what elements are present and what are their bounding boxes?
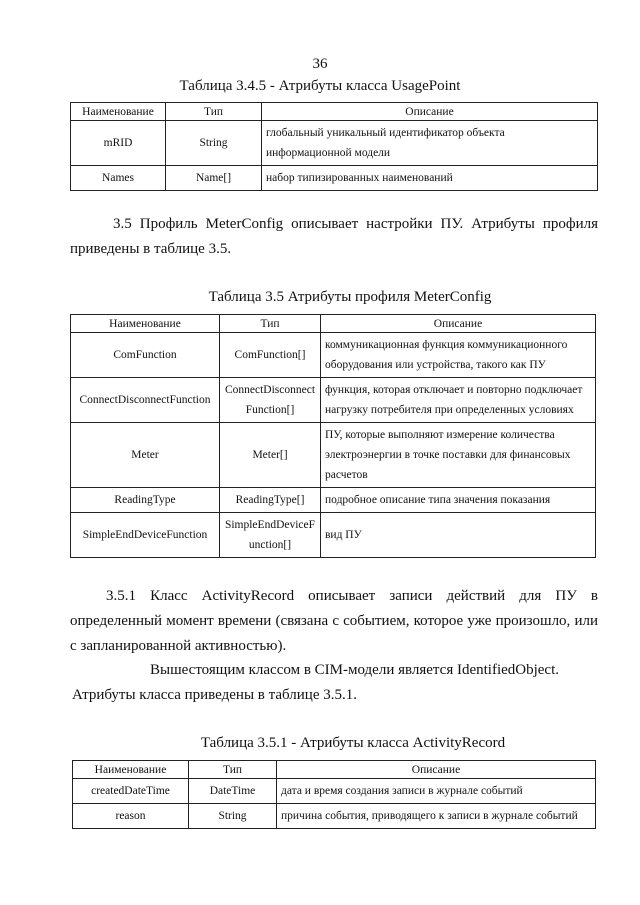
- cell-name: createdDateTime: [73, 779, 189, 804]
- cell-type: String: [166, 121, 262, 166]
- superclass-paragraph: Вышестоящим классом в CIM-модели является IdentifiedObject.: [150, 662, 560, 678]
- table1-caption: Таблица 3.4.5 - Атрибуты класса UsagePoint: [179, 78, 461, 94]
- cell-type: Name[]: [166, 166, 262, 191]
- cell-name: Meter: [71, 423, 220, 488]
- cell-name: ComFunction: [71, 333, 220, 378]
- header-type: Тип: [220, 315, 321, 333]
- cell-description: ПУ, которые выполняют измерение количества электроэнергии в точке поставки для финансовых расчетов: [321, 423, 596, 488]
- cell-type: String: [189, 804, 277, 829]
- table-row: [71, 333, 596, 378]
- table-row: [71, 121, 598, 166]
- activityrecord-paragraph: 3.5.1 Класс ActivityRecord описывает записи действий для ПУ в определенный момент времени (связана с событием, которое уже произошло, или с запланированной активностью).: [70, 588, 598, 654]
- table-row: [71, 513, 596, 558]
- header-description: Описание: [277, 761, 596, 779]
- attributes-reference-paragraph: Атрибуты класса приведены в таблице 3.5.1.: [72, 687, 357, 703]
- cell-type: Meter[]: [220, 423, 321, 488]
- usagepoint-attributes-table: [70, 102, 598, 191]
- cell-description: вид ПУ: [321, 513, 596, 558]
- table2-caption: Таблица 3.5 Атрибуты профиля MeterConfig: [208, 289, 492, 305]
- activityrecord-attributes-table: [72, 760, 596, 829]
- table-row: [71, 423, 596, 488]
- cell-description: глобальный уникальный идентификатор объекта информационной модели: [262, 121, 598, 166]
- cell-description: набор типизированных наименований: [262, 166, 598, 191]
- table-row: [73, 804, 596, 829]
- header-name: Наименование: [73, 761, 189, 779]
- table-row: [71, 378, 596, 423]
- cell-description: коммуникационная функция коммуникационного оборудования или устройства, такого как ПУ: [321, 333, 596, 378]
- page-number: 36: [312, 56, 328, 72]
- cell-type: DateTime: [189, 779, 277, 804]
- cell-name: reason: [73, 804, 189, 829]
- header-type: Тип: [166, 103, 262, 121]
- table-header-row: [71, 103, 598, 121]
- header-description: Описание: [321, 315, 596, 333]
- cell-description: подробное описание типа значения показания: [321, 488, 596, 513]
- cell-type: ComFunction[]: [220, 333, 321, 378]
- cell-name: Names: [71, 166, 166, 191]
- cell-type: ReadingType[]: [220, 488, 321, 513]
- cell-name: ConnectDisconnectFunction: [71, 378, 220, 423]
- meterconfig-paragraph: 3.5 Профиль MeterConfig описывает настройки ПУ. Атрибуты профиля приведены в таблице 3.5.: [70, 216, 598, 257]
- header-name: Наименование: [71, 315, 220, 333]
- cell-name: mRID: [71, 121, 166, 166]
- header-description: Описание: [262, 103, 598, 121]
- table-row: [73, 779, 596, 804]
- table-row: [71, 488, 596, 513]
- header-name: Наименование: [71, 103, 166, 121]
- cell-name: SimpleEndDeviceFunction: [71, 513, 220, 558]
- table-row: [71, 166, 598, 191]
- table-header-row: [71, 315, 596, 333]
- cell-description: причина события, приводящего к записи в журнале событий: [277, 804, 596, 829]
- cell-type: SimpleEndDeviceF unction[]: [220, 513, 321, 558]
- header-type: Тип: [189, 761, 277, 779]
- cell-description: функция, которая отключает и повторно подключает нагрузку потребителя при определенных условиях: [321, 378, 596, 423]
- cell-type: ConnectDisconnect Function[]: [220, 378, 321, 423]
- table-header-row: [73, 761, 596, 779]
- cell-description: дата и время создания записи в журнале событий: [277, 779, 596, 804]
- meterconfig-attributes-table: [70, 314, 596, 558]
- cell-name: ReadingType: [71, 488, 220, 513]
- table3-caption: Таблица 3.5.1 - Атрибуты класса ActivityRecord: [200, 735, 506, 751]
